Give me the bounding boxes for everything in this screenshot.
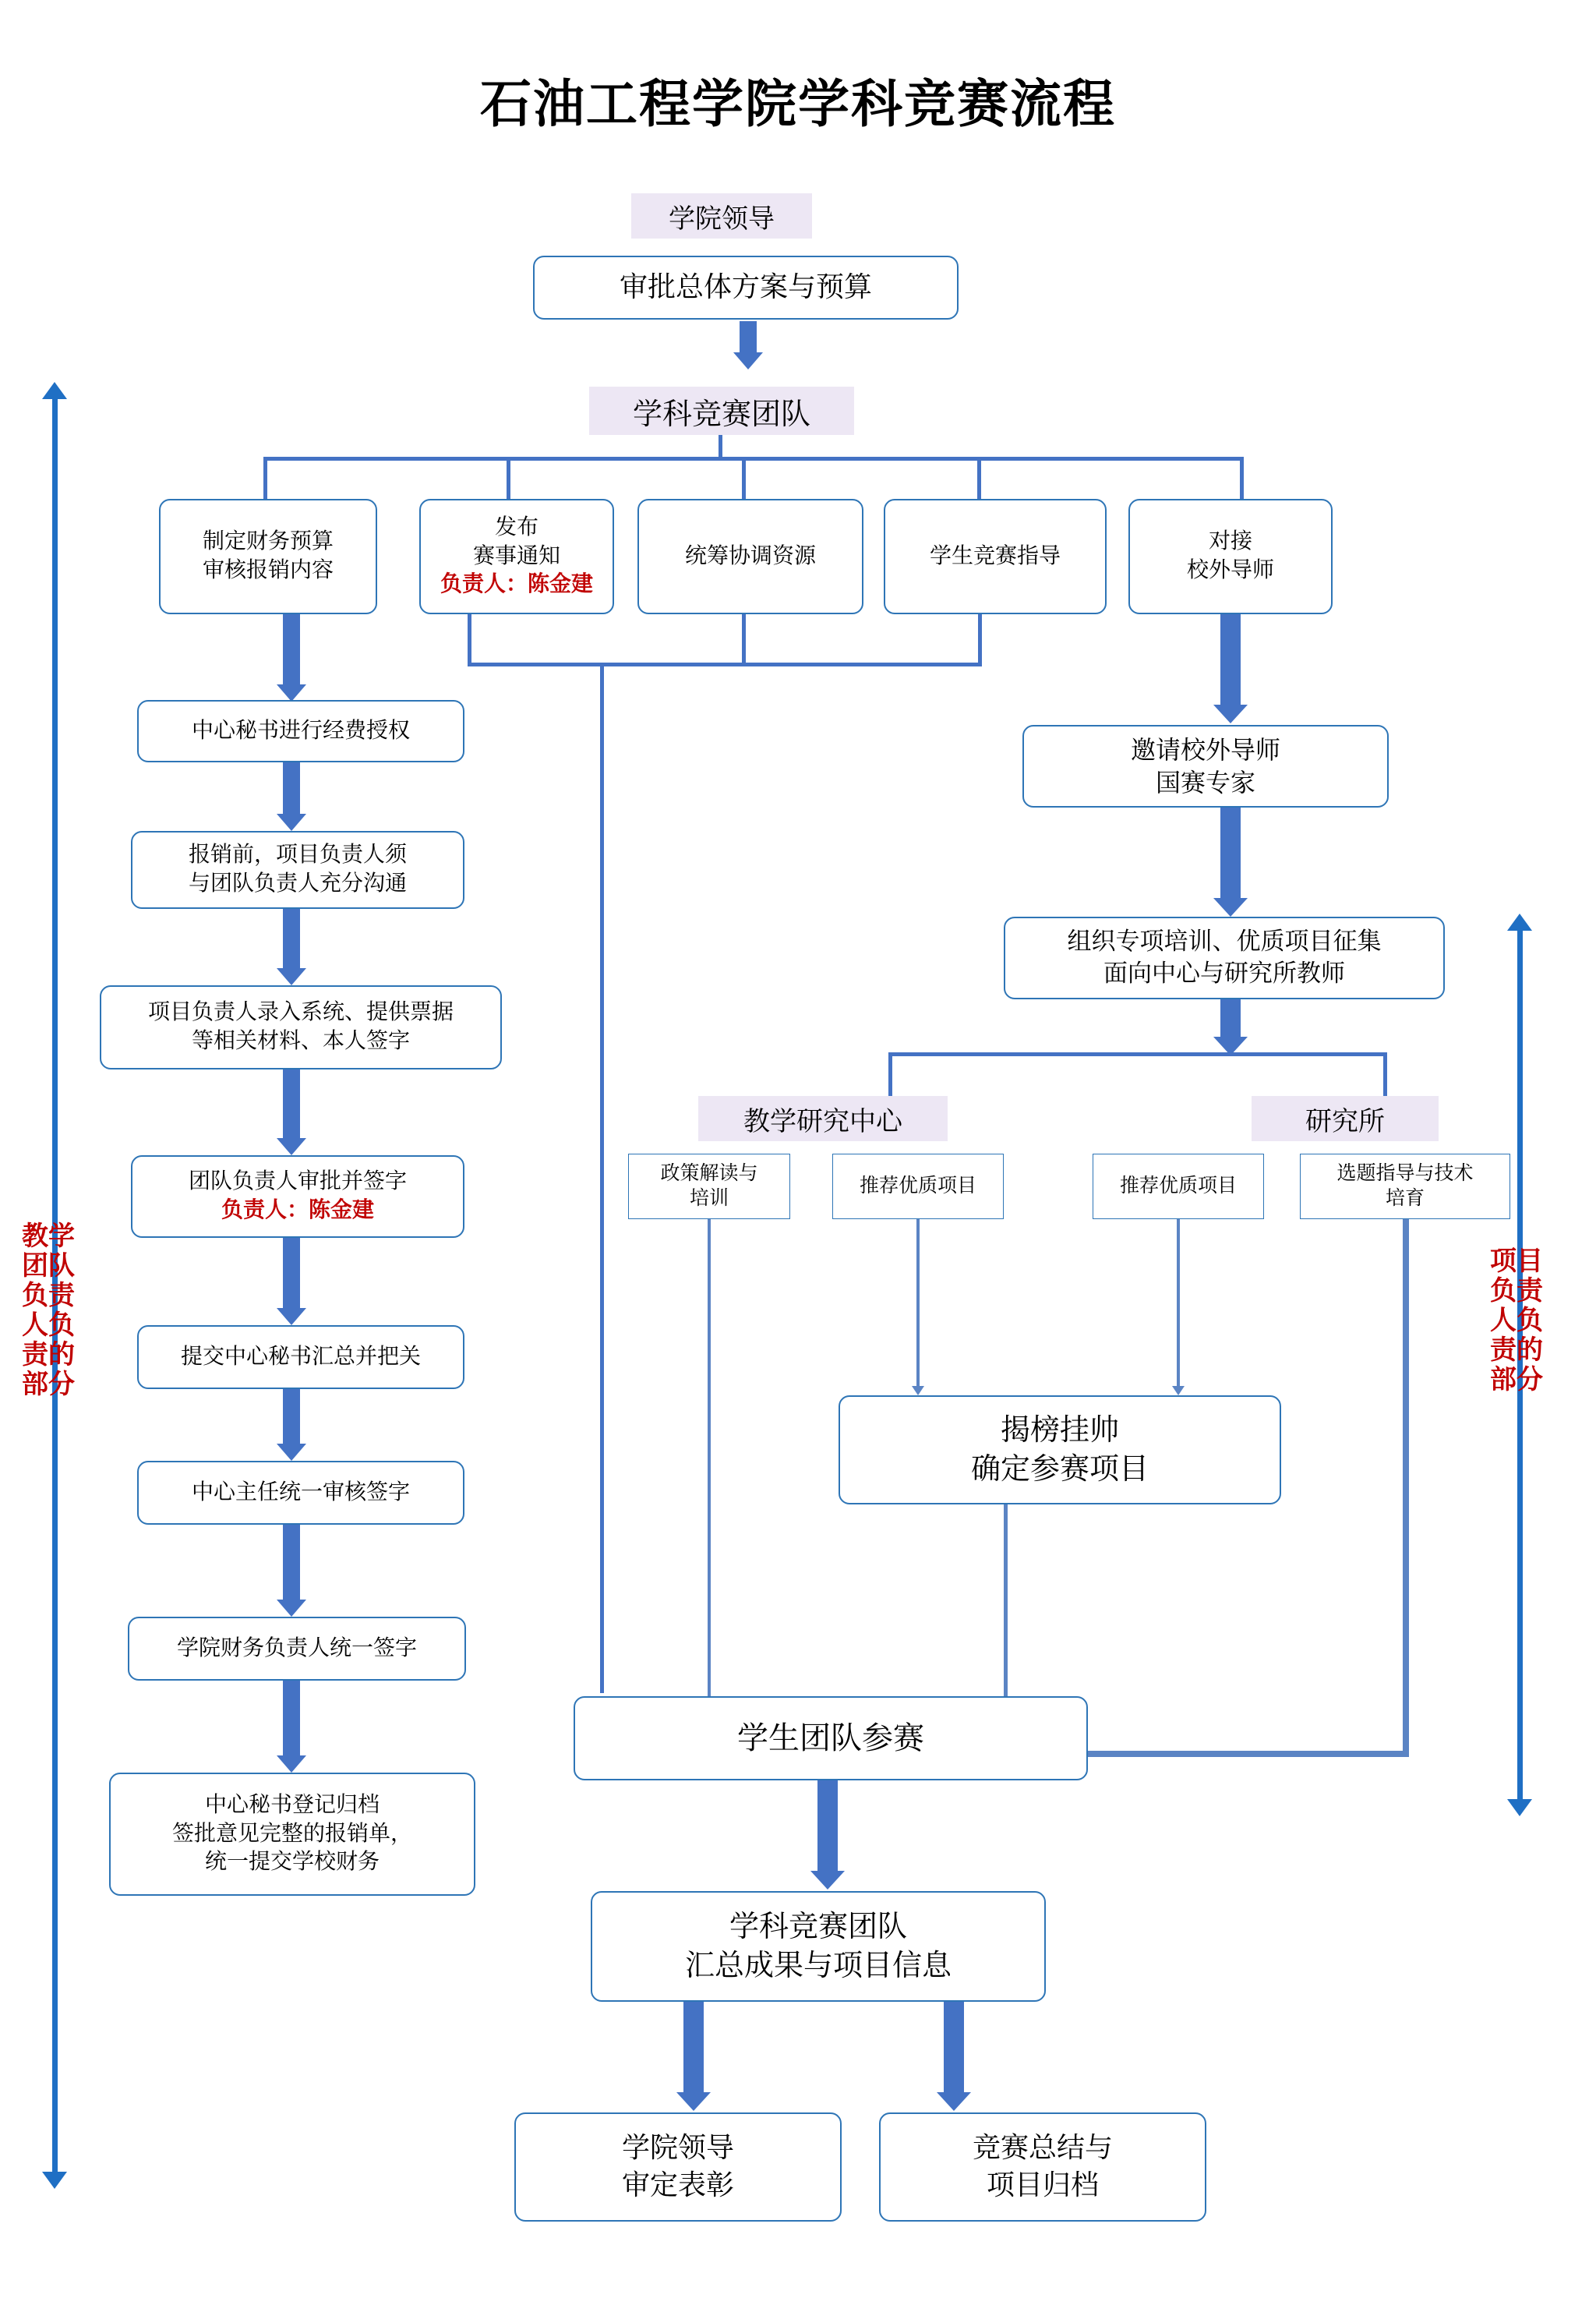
node-text: 与团队负责人充分沟通	[188, 871, 407, 896]
connector-team-drop-2	[507, 457, 510, 499]
node-chain-archive	[109, 1773, 475, 1896]
node-final-summary-archive	[879, 2112, 1206, 2222]
side-label-line: 负责	[22, 1282, 75, 1311]
node-text: 项目负责人录入系统、提供票据	[147, 1000, 454, 1025]
role-label-teaching-research-center: 教学研究中心	[698, 1096, 948, 1141]
node-text: 面向中心与研究所教师	[1103, 960, 1345, 987]
node-text: 审批总体方案与预算	[619, 271, 872, 303]
node-text: 揭榜挂帅	[1000, 1413, 1119, 1447]
node-text: 学院领导	[621, 2132, 734, 2164]
arrow-chain-3	[268, 1069, 315, 1155]
node-text: 统筹协调资源	[684, 543, 816, 568]
side-label-line: 人负	[1490, 1306, 1543, 1336]
node-chain-submit-secretary	[137, 1325, 464, 1389]
side-label-line: 部分	[1490, 1366, 1543, 1395]
connector-topic-guidance-left	[1077, 1751, 1409, 1757]
side-label-line: 团队	[22, 1252, 75, 1282]
node-text: 审核报销内容	[202, 558, 334, 582]
node-text: 竞赛总结与	[972, 2132, 1113, 2164]
node-responsible-person: 负责人：陈金建	[440, 572, 593, 597]
node-text: 签批意见完整的报销单，	[171, 1821, 412, 1846]
node-text: 推荐优质项目	[859, 1175, 976, 1197]
node-text: 确定参赛项目	[970, 1453, 1149, 1486]
node-team-task-external-mentor	[1128, 499, 1333, 614]
connector-topic-guidance-down	[1403, 1219, 1409, 1757]
connector-jiebang-down	[1004, 1504, 1008, 1698]
role-label-research-institute: 研究所	[1252, 1096, 1439, 1141]
node-policy-training	[628, 1154, 790, 1219]
connector-training-bus	[888, 1052, 1387, 1056]
connector-mid-bus-to-long	[468, 663, 604, 666]
node-text: 汇总成果与项目信息	[684, 1950, 952, 1982]
node-text: 中心秘书进行经费授权	[191, 718, 410, 743]
arrow-summary-to-left-final	[670, 2002, 717, 2111]
node-text: 统一提交学校财务	[204, 1850, 380, 1875]
connector-policy-down	[708, 1219, 711, 1698]
side-label-left	[11, 1222, 86, 1400]
node-text: 学生竞赛指导	[929, 543, 1061, 568]
node-text: 团队负责人审批并签字	[188, 1169, 407, 1194]
node-team-task-student-guidance	[884, 499, 1107, 614]
node-text: 国赛专家	[1155, 769, 1255, 797]
side-label-line: 教学	[22, 1222, 75, 1251]
node-text: 培训	[689, 1188, 729, 1209]
node-responsible-person: 负责人：陈金建	[221, 1198, 374, 1222]
node-chain-team-leader-approve	[131, 1155, 464, 1238]
node-text: 对接	[1208, 529, 1252, 554]
arrow-invite-to-training	[1207, 808, 1254, 917]
connector-mid-drop-c	[978, 614, 982, 666]
node-text: 发布	[494, 514, 538, 539]
connector-team-drop-4	[977, 457, 981, 499]
node-jiebang-guashuai	[839, 1395, 1281, 1504]
arrow-chain-1	[268, 762, 315, 831]
connector-institute-recommend-down	[1177, 1219, 1180, 1391]
side-label-line: 责的	[1490, 1336, 1543, 1366]
role-label-college-leader: 学院领导	[631, 193, 812, 239]
side-label-line: 项目	[1490, 1247, 1543, 1276]
arrow-chain-5	[268, 1389, 315, 1461]
arrow-mentor-to-invite	[1207, 614, 1254, 723]
arrow-student-to-summary	[804, 1780, 851, 1890]
side-label-line: 部分	[22, 1370, 75, 1400]
node-text: 学院财务负责人统一签字	[176, 1635, 417, 1660]
connector-team-drop-3	[742, 457, 746, 499]
node-text: 组织专项培训、优质项目征集	[1067, 928, 1382, 956]
arrow-budget-to-secretary	[268, 614, 315, 702]
connector-team-drop-1	[263, 457, 267, 499]
arrow-center-recommend-head	[912, 1386, 924, 1395]
node-text: 审定表彰	[621, 2169, 734, 2201]
node-approve-plan	[533, 256, 959, 320]
node-text: 培育	[1385, 1188, 1425, 1209]
arrow-institute-recommend-head	[1172, 1386, 1185, 1395]
connector-mid-drop-b	[742, 614, 746, 666]
node-topic-guidance	[1300, 1154, 1510, 1219]
node-chain-communicate	[131, 831, 464, 909]
node-text: 制定财务预算	[202, 529, 334, 554]
arrow-summary-to-right-final	[930, 2002, 977, 2111]
node-text: 项目归档	[986, 2169, 1099, 2201]
node-text: 报销前，项目负责人须	[188, 843, 407, 868]
node-text: 等相关材料、本人签字	[191, 1029, 410, 1053]
arrow-chain-4	[268, 1238, 315, 1325]
node-chain-finance-sign	[128, 1617, 466, 1681]
connector-team-bus-horiz	[263, 457, 1244, 461]
arrow-chain-7	[268, 1681, 315, 1773]
node-text: 校外导师	[1186, 558, 1274, 582]
arrow-approve-to-team	[725, 321, 772, 369]
node-chain-director-sign	[137, 1461, 464, 1525]
side-label-line: 责的	[22, 1341, 75, 1370]
node-team-task-budget	[159, 499, 377, 614]
node-text: 选题指导与技术	[1336, 1162, 1474, 1184]
arrow-chain-6	[268, 1525, 315, 1617]
connector-center-recommend-down	[916, 1219, 920, 1391]
node-text: 推荐优质项目	[1119, 1175, 1237, 1197]
arrow-chain-2	[268, 909, 315, 985]
node-chain-secretary-authorize	[137, 700, 464, 762]
connector-team-drop-5	[1240, 457, 1244, 499]
node-team-task-resources	[637, 499, 863, 614]
role-label-competition-team: 学科竞赛团队	[589, 387, 854, 435]
node-text: 赛事通知	[472, 543, 560, 568]
node-text: 中心主任统一审核签字	[191, 1480, 410, 1504]
side-label-right	[1479, 1247, 1554, 1395]
connector-mid-long-drop	[600, 663, 604, 1693]
page-title: 石油工程学院学科竞赛流程	[480, 76, 1116, 133]
node-training-collection	[1004, 917, 1445, 999]
node-text: 中心秘书登记归档	[204, 1792, 380, 1817]
connector-mid-drop-a	[468, 614, 471, 666]
node-text: 学科竞赛团队	[729, 1910, 907, 1943]
node-invite-mentors	[1022, 725, 1389, 808]
node-final-college-leader-award	[514, 2112, 842, 2222]
node-text: 政策解读与	[660, 1162, 758, 1184]
node-center-recommend-projects	[832, 1154, 1004, 1219]
side-label-line: 人负	[22, 1311, 75, 1341]
side-label-line: 负责	[1490, 1277, 1543, 1306]
node-team-task-announcement	[419, 499, 614, 614]
node-text: 邀请校外导师	[1130, 735, 1280, 764]
node-student-team-compete	[574, 1696, 1088, 1780]
node-summary-results	[591, 1891, 1046, 2002]
node-institute-recommend-projects	[1093, 1154, 1264, 1219]
node-chain-enter-system	[100, 985, 502, 1069]
node-text: 提交中心秘书汇总并把关	[180, 1344, 421, 1369]
arrow-training-down	[1207, 999, 1254, 1055]
node-text: 学生团队参赛	[737, 1720, 924, 1755]
